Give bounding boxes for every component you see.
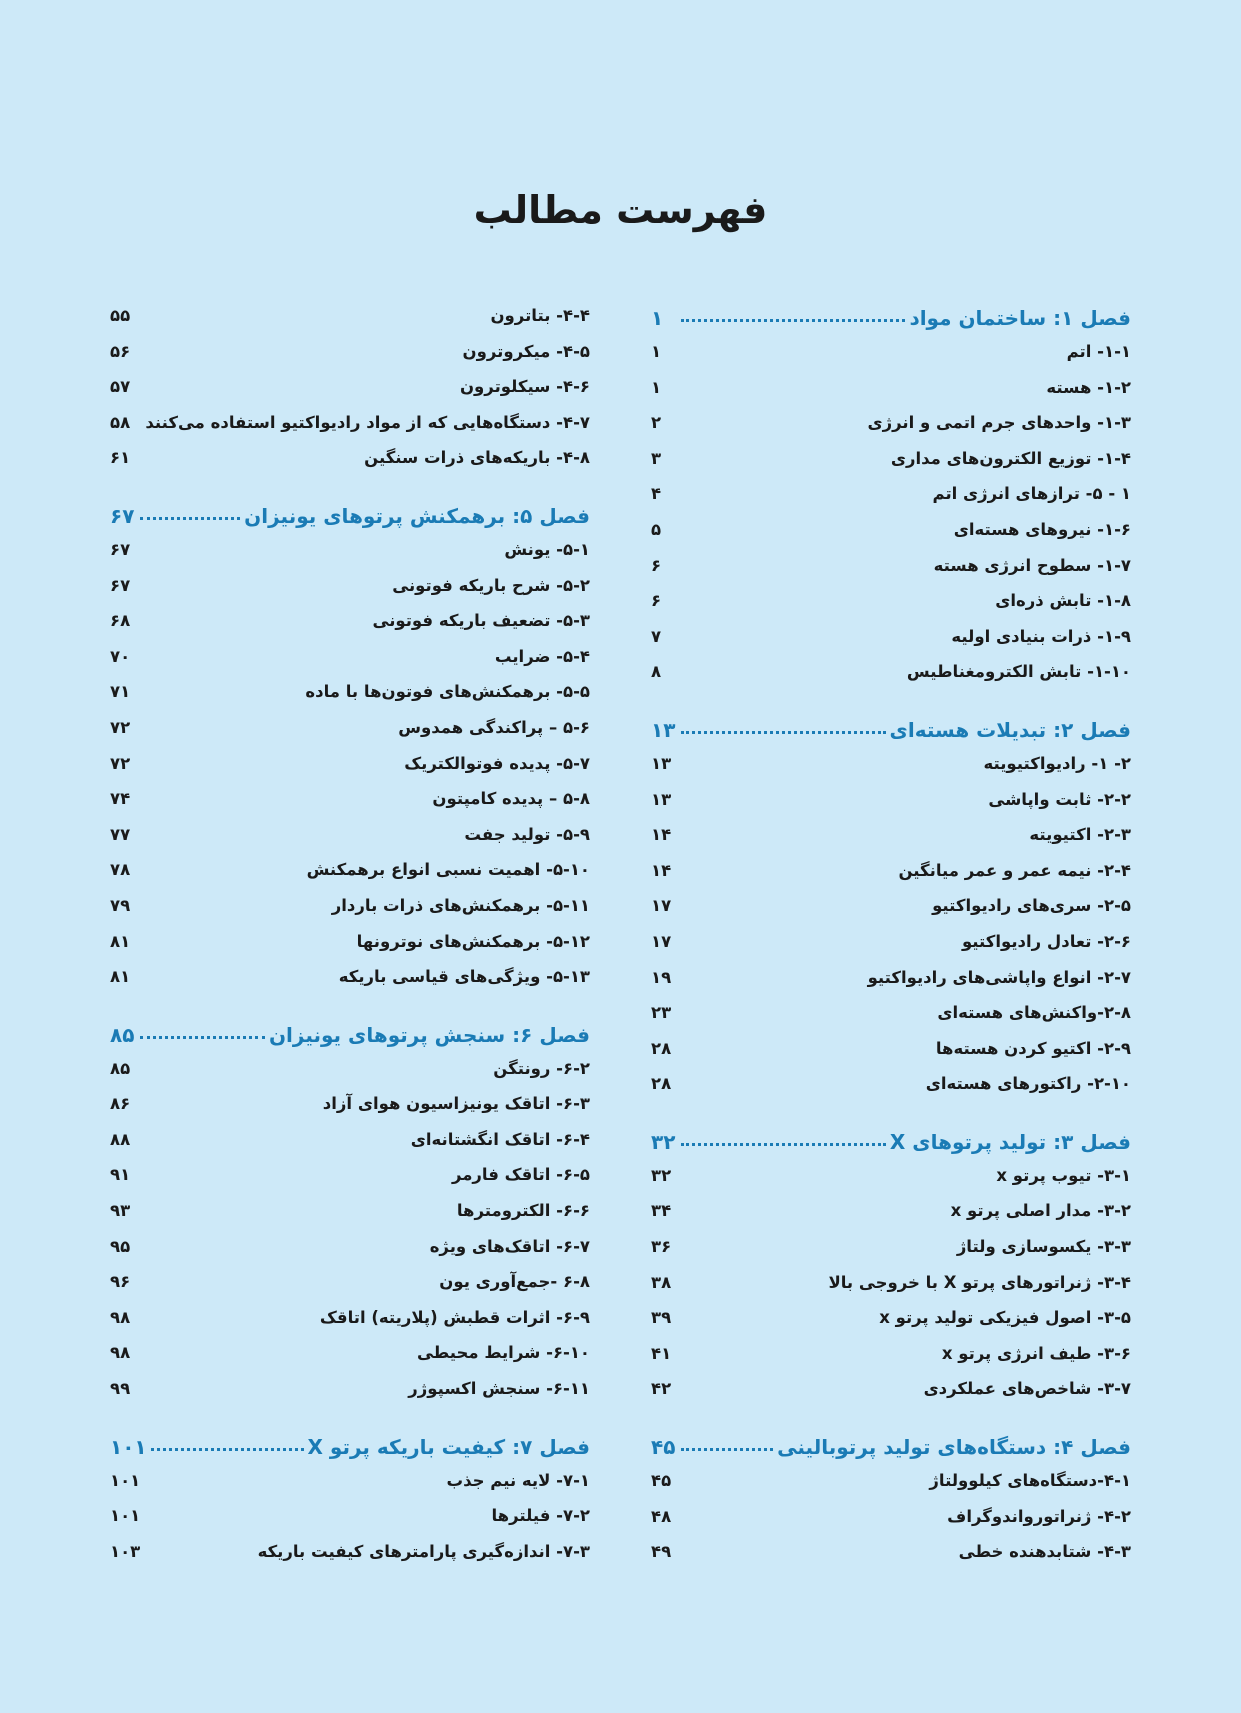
chapter-title: فصل ۵: برهمکنش پرتوهای یونیزان xyxy=(244,503,590,528)
entry-page-number: ۷۹ xyxy=(110,895,131,915)
dot-leader xyxy=(681,1143,886,1146)
entry-page-number: ۶۷ xyxy=(110,539,131,559)
toc-entry[interactable] xyxy=(110,932,590,968)
entry-title: ۲-۲- ثابت واپاشی xyxy=(988,789,1131,809)
toc-entry[interactable] xyxy=(110,377,590,413)
entry-title: ۶-۷- اتاقک‌های ویژه xyxy=(429,1236,590,1256)
entry-title: ۶-۱۱- سنجش اکسپوژر xyxy=(408,1379,590,1399)
toc-entry[interactable] xyxy=(651,378,1131,414)
toc-entry[interactable] xyxy=(651,484,1131,520)
toc-section xyxy=(651,306,1131,698)
entry-page-number: ۱۹ xyxy=(651,967,672,987)
toc-entry[interactable] xyxy=(651,968,1131,1004)
entry-title: ۵-۶ – پراکندگی همدوس xyxy=(398,717,590,737)
entry-title: ۵-۷- پدیده فوتوالکتریک xyxy=(404,753,590,773)
entry-title: ۴-۵- میکروترون xyxy=(462,341,590,361)
entry-title: ۵-۱۲- برهمکنش‌های نوترونها xyxy=(356,931,590,951)
toc-entry[interactable] xyxy=(651,1344,1131,1380)
chapter-page-number: ۱ xyxy=(651,306,664,330)
toc-entry[interactable] xyxy=(110,1237,590,1273)
toc-entry[interactable] xyxy=(110,1094,590,1130)
entry-page-number: ۲۳ xyxy=(651,1003,672,1023)
chapter-title: فصل ۲: تبدیلات هسته‌ای xyxy=(889,717,1131,742)
entry-page-number: ۸۸ xyxy=(110,1129,131,1149)
entry-title: ۵-۸ – پدیده کامپتون xyxy=(432,789,590,809)
toc-entry[interactable] xyxy=(651,591,1131,627)
entry-page-number: ۷۲ xyxy=(110,753,131,773)
toc-entry[interactable] xyxy=(110,611,590,647)
toc-entry[interactable] xyxy=(110,413,590,449)
entry-title: ۷-۱- لایه نیم جذب xyxy=(446,1470,590,1490)
entry-title: ۵-۴- ضرایب xyxy=(494,646,590,666)
entry-page-number: ۶ xyxy=(651,555,662,575)
toc-left-column xyxy=(110,306,590,1597)
toc-entry[interactable] xyxy=(651,1039,1131,1075)
entry-title: ۶-۴- اتاقک انگشتانه‌ای xyxy=(410,1129,590,1149)
entry-page-number: ۹۸ xyxy=(110,1343,131,1363)
toc-entry[interactable] xyxy=(110,967,590,1003)
toc-section xyxy=(110,504,590,1003)
entry-title: ۵-۱۱- برهمکنش‌های ذرات باردار xyxy=(331,895,590,915)
entry-page-number: ۹۹ xyxy=(110,1379,131,1399)
entry-page-number: ۷ xyxy=(651,626,662,646)
entry-title: ۱-۳- واحدهای جرم اتمی و انرژی xyxy=(867,413,1131,433)
entry-page-number: ۹۸ xyxy=(110,1307,131,1327)
toc-entry[interactable] xyxy=(651,520,1131,556)
toc-entry[interactable] xyxy=(651,1471,1131,1507)
toc-entry[interactable] xyxy=(110,860,590,896)
entry-page-number: ۸۶ xyxy=(110,1094,131,1114)
entry-page-number: ۹۱ xyxy=(110,1165,131,1185)
entry-title: ۴-۷- دستگاه‌هایی که از مواد رادیواکتیو استفاده می‌کنند xyxy=(145,412,590,432)
entry-page-number: ۷۱ xyxy=(110,682,131,702)
toc-entry[interactable] xyxy=(110,1165,590,1201)
toc-entry[interactable] xyxy=(110,647,590,683)
toc-entry[interactable] xyxy=(651,861,1131,897)
toc-entry[interactable] xyxy=(110,1272,590,1308)
entry-page-number: ۵۶ xyxy=(110,341,131,361)
toc-entry[interactable] xyxy=(651,790,1131,826)
toc-entry[interactable] xyxy=(651,342,1131,378)
toc-entry[interactable] xyxy=(110,718,590,754)
toc-entry[interactable] xyxy=(651,662,1131,698)
chapter-title: فصل ۱: ساختمان مواد xyxy=(909,306,1131,330)
entry-page-number: ۷۷ xyxy=(110,824,131,844)
dot-leader xyxy=(140,1036,265,1039)
chapter-heading[interactable] xyxy=(651,1435,1131,1471)
entry-page-number: ۴۱ xyxy=(651,1343,672,1363)
dot-leader xyxy=(681,731,886,734)
chapter-title: فصل ۷: کیفیت باریکه پرتو X xyxy=(307,1434,590,1459)
entry-title: ۱-۷- سطوح انرژی هسته xyxy=(933,555,1131,575)
entry-title: ۴-۳- شتابدهنده خطی xyxy=(958,1542,1131,1562)
toc-entry[interactable] xyxy=(651,413,1131,449)
toc-entry[interactable] xyxy=(110,754,590,790)
toc-entry[interactable] xyxy=(651,1166,1131,1202)
entry-title: ۳-۴- ژنراتورهای پرتو X با خروجی بالا xyxy=(828,1272,1131,1292)
toc-entry[interactable] xyxy=(651,1273,1131,1309)
toc-entry[interactable] xyxy=(110,1542,590,1578)
entry-page-number: ۱۰۳ xyxy=(110,1541,141,1561)
entry-page-number: ۱ xyxy=(651,342,662,361)
toc-entry[interactable] xyxy=(110,342,590,378)
entry-page-number: ۴۵ xyxy=(651,1471,672,1491)
entry-page-number: ۸۱ xyxy=(110,931,131,951)
entry-title: ۲-۱۰- راکتورهای هسته‌ای xyxy=(925,1074,1131,1094)
toc-entry[interactable] xyxy=(651,1074,1131,1110)
entry-page-number: ۵۷ xyxy=(110,377,131,397)
chapter-heading[interactable] xyxy=(651,306,1131,342)
entry-title: ۷-۳- اندازه‌گیری پارامترهای کیفیت باریکه xyxy=(257,1541,590,1561)
entry-page-number: ۵۸ xyxy=(110,412,131,432)
entry-page-number: ۹۳ xyxy=(110,1201,131,1221)
entry-title: ۴-۴- بتاترون xyxy=(490,306,590,325)
entry-page-number: ۶۱ xyxy=(110,448,131,468)
entry-title: ۳-۱- تیوب پرتو x xyxy=(996,1165,1131,1185)
toc-entry[interactable] xyxy=(110,306,590,342)
toc-section xyxy=(110,306,590,484)
entry-title: ۲-۸-واکنش‌های هسته‌ای xyxy=(937,1003,1131,1023)
chapter-page-number: ۸۵ xyxy=(110,1022,135,1047)
entry-title: ۱-۴- توزیع الکترون‌های مداری xyxy=(890,448,1131,468)
toc-entry[interactable] xyxy=(651,896,1131,932)
entry-title: ۲-۵- سری‌های رادیواکتیو xyxy=(932,896,1131,916)
entry-page-number: ۳۶ xyxy=(651,1237,672,1257)
entry-title: ۵-۹- تولید جفت xyxy=(464,824,590,844)
entry-page-number: ۳۹ xyxy=(651,1308,672,1328)
toc-entry[interactable] xyxy=(110,1308,590,1344)
toc-entry[interactable] xyxy=(651,1201,1131,1237)
entry-title: ۶-۳- اتاقک یونیزاسیون هوای آزاد xyxy=(322,1094,590,1114)
entry-title: ۷-۲- فیلترها xyxy=(491,1506,590,1526)
entry-page-number: ۱۰۱ xyxy=(110,1470,141,1490)
toc-entry[interactable] xyxy=(651,556,1131,592)
dot-leader xyxy=(140,517,240,520)
entry-title: ۳-۵- اصول فیزیکی تولید پرتو x xyxy=(879,1308,1131,1328)
chapter-page-number: ۱۳ xyxy=(651,717,676,742)
entry-page-number: ۲۸ xyxy=(651,1074,672,1094)
dot-leader xyxy=(681,1448,773,1451)
chapter-heading[interactable] xyxy=(651,1130,1131,1166)
toc-entry[interactable] xyxy=(110,448,590,484)
entry-title: ۴-۱-دستگاه‌های کیلوولتاژ xyxy=(929,1471,1131,1491)
entry-page-number: ۱۴ xyxy=(651,825,672,845)
entry-page-number: ۷۸ xyxy=(110,860,131,880)
toc-entry[interactable] xyxy=(651,1308,1131,1344)
entry-title: ۵-۲- شرح باریکه فوتونی xyxy=(392,575,590,595)
entry-page-number: ۱۰۱ xyxy=(110,1506,141,1526)
toc-entry[interactable] xyxy=(651,1507,1131,1543)
entry-title: ۶-۱۰- شرایط محیطی xyxy=(416,1343,590,1363)
chapter-title: فصل ۴: دستگاه‌های تولید پرتوبالینی xyxy=(777,1435,1131,1460)
entry-title: ۶-۸ -جمع‌آوری یون xyxy=(439,1272,590,1292)
entry-page-number: ۹۶ xyxy=(110,1272,131,1292)
toc-entry[interactable] xyxy=(651,1237,1131,1273)
toc-entry[interactable] xyxy=(651,1003,1131,1039)
entry-title: ۱ - ۵- ترازهای انرژی اتم xyxy=(932,484,1131,504)
entry-title: ۴-۶- سیکلوترون xyxy=(459,377,590,397)
toc-entry[interactable] xyxy=(110,1506,590,1542)
entry-page-number: ۲۸ xyxy=(651,1038,672,1058)
toc-entry[interactable] xyxy=(110,1379,590,1415)
toc-entry[interactable] xyxy=(110,1130,590,1166)
toc-entry[interactable] xyxy=(110,576,590,612)
page-title: فهرست مطالب xyxy=(473,188,768,232)
entry-page-number: ۷۰ xyxy=(110,646,131,666)
dot-leader xyxy=(151,1448,304,1451)
toc-entry[interactable] xyxy=(110,896,590,932)
entry-page-number: ۶ xyxy=(651,591,662,611)
toc-entry[interactable] xyxy=(110,540,590,576)
entry-title: ۱-۱۰- تابش الکترومغناطیس xyxy=(906,662,1131,682)
entry-page-number: ۴۸ xyxy=(651,1506,672,1526)
entry-page-number: ۸ xyxy=(651,662,662,682)
chapter-page-number: ۱۰۱ xyxy=(110,1434,147,1459)
toc-entry[interactable] xyxy=(110,825,590,861)
entry-title: ۴-۲- ژنراتورواندوگراف xyxy=(947,1506,1131,1526)
entry-page-number: ۷۴ xyxy=(110,789,131,809)
entry-page-number: ۲ xyxy=(651,413,662,433)
chapter-page-number: ۴۵ xyxy=(651,1435,676,1460)
chapter-heading[interactable] xyxy=(651,718,1131,754)
entry-title: ۲-۹- اکتیو کردن هسته‌ها xyxy=(935,1038,1131,1058)
entry-title: ۱-۹- ذرات بنیادی اولیه xyxy=(951,626,1131,646)
toc-entry[interactable] xyxy=(110,1343,590,1379)
chapter-title: فصل ۶: سنجش پرتوهای یونیزان xyxy=(268,1022,590,1047)
entry-title: ۳-۷- شاخص‌های عملکردی xyxy=(923,1379,1131,1399)
toc-entry[interactable] xyxy=(651,1542,1131,1578)
toc-right-column xyxy=(651,306,1131,1598)
entry-title: ۴-۸- باریکه‌های ذرات سنگین xyxy=(364,448,590,468)
toc-entry[interactable] xyxy=(651,1379,1131,1415)
entry-page-number: ۴۲ xyxy=(651,1379,672,1399)
chapter-page-number: ۶۷ xyxy=(110,503,135,528)
entry-title: ۵-۵- برهمکنش‌های فوتون‌ها با ماده xyxy=(305,682,590,702)
entry-title: ۲-۳- اکتیویته xyxy=(1029,825,1131,845)
chapter-heading[interactable] xyxy=(110,1023,590,1059)
toc-section xyxy=(651,1435,1131,1578)
entry-title: ۲-۶- تعادل رادیواکتیو xyxy=(961,931,1131,951)
entry-title: ۲-۴- نیمه عمر و عمر میانگین xyxy=(898,860,1131,880)
toc-entry[interactable] xyxy=(651,932,1131,968)
toc-entry[interactable] xyxy=(110,1471,590,1507)
entry-page-number: ۵۵ xyxy=(110,306,131,325)
entry-page-number: ۵ xyxy=(651,519,662,539)
chapter-page-number: ۳۲ xyxy=(651,1129,676,1154)
entry-page-number: ۴ xyxy=(651,484,662,504)
entry-title: ۶-۲- رونتگن xyxy=(493,1058,590,1078)
entry-title: ۶-۶- الکترومترها xyxy=(456,1201,590,1221)
toc-section xyxy=(651,1130,1131,1415)
entry-title: ۵-۱- یونش xyxy=(504,539,590,559)
entry-page-number: ۱۳ xyxy=(651,753,672,773)
toc-entry[interactable] xyxy=(110,789,590,825)
entry-page-number: ۳۸ xyxy=(651,1272,672,1292)
entry-title: ۵-۳- تضعیف باریکه فوتونی xyxy=(372,611,590,631)
chapter-heading[interactable] xyxy=(110,1435,590,1471)
toc-section xyxy=(110,1435,590,1578)
chapter-title: فصل ۳: تولید پرتوهای X xyxy=(889,1129,1131,1154)
entry-page-number: ۱۴ xyxy=(651,860,672,880)
entry-title: ۶-۵- اتاقک فارمر xyxy=(451,1165,590,1185)
entry-page-number: ۶۷ xyxy=(110,575,131,595)
toc-entry[interactable] xyxy=(651,449,1131,485)
entry-title: ۳-۳- یکسوسازی ولتاژ xyxy=(956,1237,1131,1257)
entry-title: ۵-۱۳- ویژگی‌های قیاسی باریکه xyxy=(338,967,590,987)
entry-page-number: ۱ xyxy=(651,377,662,397)
entry-title: ۱-۱- اتم xyxy=(1066,342,1131,361)
entry-page-number: ۴۹ xyxy=(651,1542,672,1562)
entry-title: ۲- ۱- رادیواکتیویته xyxy=(983,753,1131,773)
entry-title: ۱-۸- تابش ذره‌ای xyxy=(995,591,1131,611)
chapter-heading[interactable] xyxy=(110,504,590,540)
entry-title: ۵-۱۰- اهمیت نسبی انواع برهمکنش xyxy=(306,860,590,880)
toc-entry[interactable] xyxy=(651,825,1131,861)
toc-section xyxy=(651,718,1131,1110)
entry-page-number: ۶۸ xyxy=(110,611,131,631)
entry-page-number: ۸۵ xyxy=(110,1058,131,1078)
entry-page-number: ۳ xyxy=(651,448,662,468)
dot-leader xyxy=(681,319,905,322)
toc-entry[interactable] xyxy=(651,627,1131,663)
entry-page-number: ۱۳ xyxy=(651,789,672,809)
toc-entry[interactable] xyxy=(110,682,590,718)
toc-entry[interactable] xyxy=(651,754,1131,790)
toc-entry[interactable] xyxy=(110,1201,590,1237)
entry-title: ۶-۹- اثرات قطبش (پلاریته) اتاقک xyxy=(319,1307,590,1327)
entry-page-number: ۱۷ xyxy=(651,896,672,916)
entry-page-number: ۳۴ xyxy=(651,1201,672,1221)
toc-section xyxy=(110,1023,590,1415)
entry-title: ۳-۶- طیف انرژی پرتو x xyxy=(941,1343,1131,1363)
entry-page-number: ۸۱ xyxy=(110,967,131,987)
entry-title: ۱-۲- هسته xyxy=(1046,377,1131,397)
entry-title: ۱-۶- نیروهای هسته‌ای xyxy=(953,519,1131,539)
entry-title: ۲-۷- انواع واپاشی‌های رادیواکتیو xyxy=(867,967,1131,987)
toc-entry[interactable] xyxy=(110,1059,590,1095)
entry-title: ۳-۲- مدار اصلی پرتو x xyxy=(950,1201,1131,1221)
entry-page-number: ۱۷ xyxy=(651,931,672,951)
entry-page-number: ۹۵ xyxy=(110,1236,131,1256)
entry-page-number: ۳۲ xyxy=(651,1165,672,1185)
entry-page-number: ۷۲ xyxy=(110,717,131,737)
